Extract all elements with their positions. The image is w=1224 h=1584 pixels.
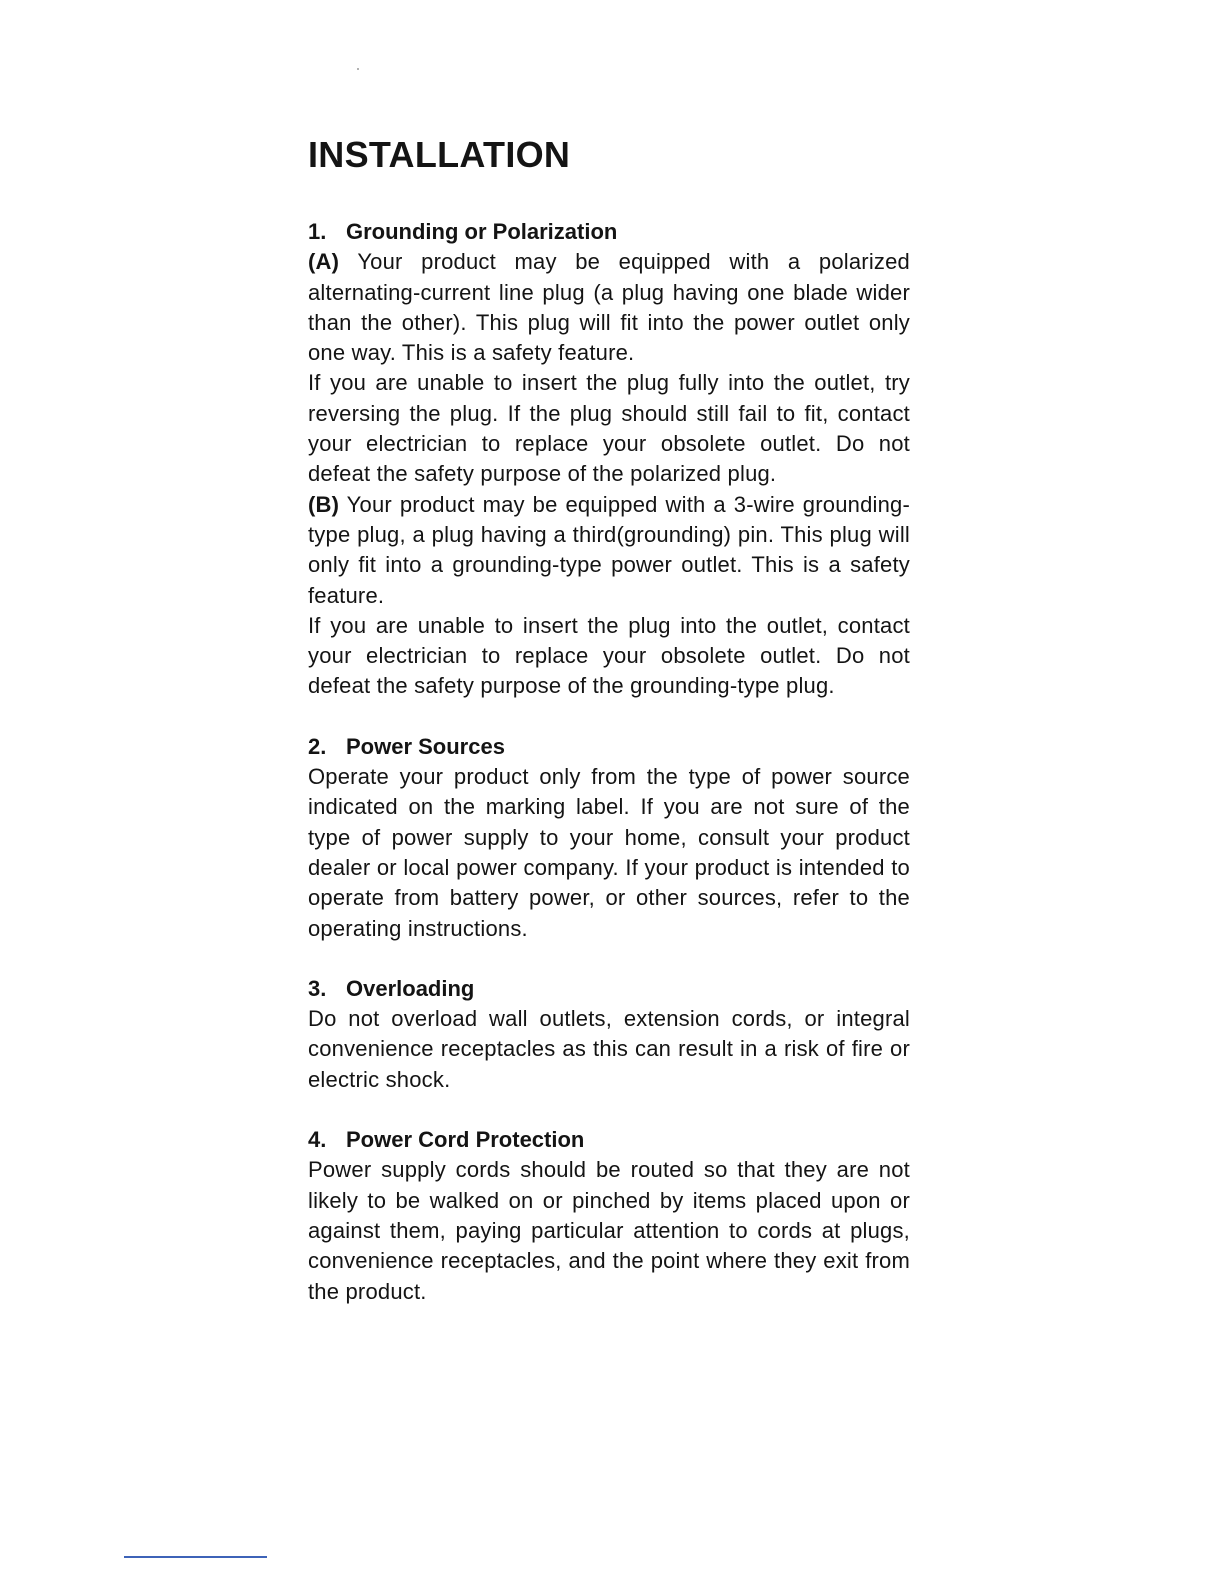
section-title: Power Cord Protection	[346, 1127, 585, 1153]
section-heading	[308, 732, 910, 762]
section-number: 2.	[308, 733, 327, 759]
footer-rule	[124, 1556, 267, 1558]
paragraph	[308, 368, 910, 489]
section-heading	[308, 1125, 910, 1155]
section-power-cord-protection	[308, 1125, 910, 1307]
section-grounding-polarization	[308, 217, 910, 702]
paragraph	[308, 247, 910, 368]
scan-speck	[357, 68, 359, 70]
paragraph-label: (A)	[308, 249, 340, 275]
paragraph-text: Do not overload wall outlets, extension cords, or integral convenience receptacles as this can result in a risk of fire or electric shock.	[308, 1006, 910, 1092]
paragraph-text: Your product may be equipped with a 3-wire grounding-type plug, a plug having a third(grounding) pin. This plug will only fit into a grounding-type power outlet. This is a safety feature.	[308, 491, 910, 608]
section-title: Grounding or Polarization	[346, 219, 618, 244]
paragraph	[308, 611, 910, 702]
section-power-sources	[308, 732, 910, 944]
content-body	[308, 217, 910, 1337]
section-overloading	[308, 974, 910, 1095]
section-title: Overloading	[346, 975, 475, 1001]
paragraph-text: If you are unable to insert the plug fully into the outlet, try reversing the plug. If the plug should still fail to fit, contact your electrician to replace your obsolete outlet. Do not defeat the safety purpose of the polarized plug.	[308, 370, 910, 487]
paragraph	[308, 1004, 910, 1095]
section-heading	[308, 974, 910, 1004]
section-number: 1.	[308, 219, 327, 244]
section-number: 3.	[308, 975, 327, 1001]
paragraph-text: Power supply cords should be routed so that they are not likely to be walked on or pinched by items placed upon or against them, paying particular attention to cords at plugs, convenience receptacles, and the point where they exit from the product.	[308, 1157, 910, 1304]
section-title: Power Sources	[346, 733, 505, 759]
paragraph	[308, 490, 910, 611]
section-number: 4.	[308, 1127, 327, 1153]
paragraph	[308, 762, 910, 944]
paragraph-text: Operate your product only from the type of power source indicated on the marking label. If you are not sure of the type of power supply to your home, consult your product dealer or local power company. If your product is intended to operate from battery power, or other sources, refer to the operating instructions.	[308, 764, 910, 941]
paragraph-text: Your product may be equipped with a polarized alternating-current line plug (a plug having one blade wider than the other). This plug will fit into the power outlet only one way. This is a safety feature.	[308, 249, 910, 366]
section-heading	[308, 217, 910, 247]
paragraph-label: (B)	[308, 491, 340, 517]
paragraph-text: If you are unable to insert the plug into the outlet, contact your electrician to replace your obsolete outlet. Do not defeat the safety purpose of the grounding-type plug.	[308, 612, 910, 699]
paragraph	[308, 1155, 910, 1306]
page-title: INSTALLATION	[308, 134, 571, 175]
